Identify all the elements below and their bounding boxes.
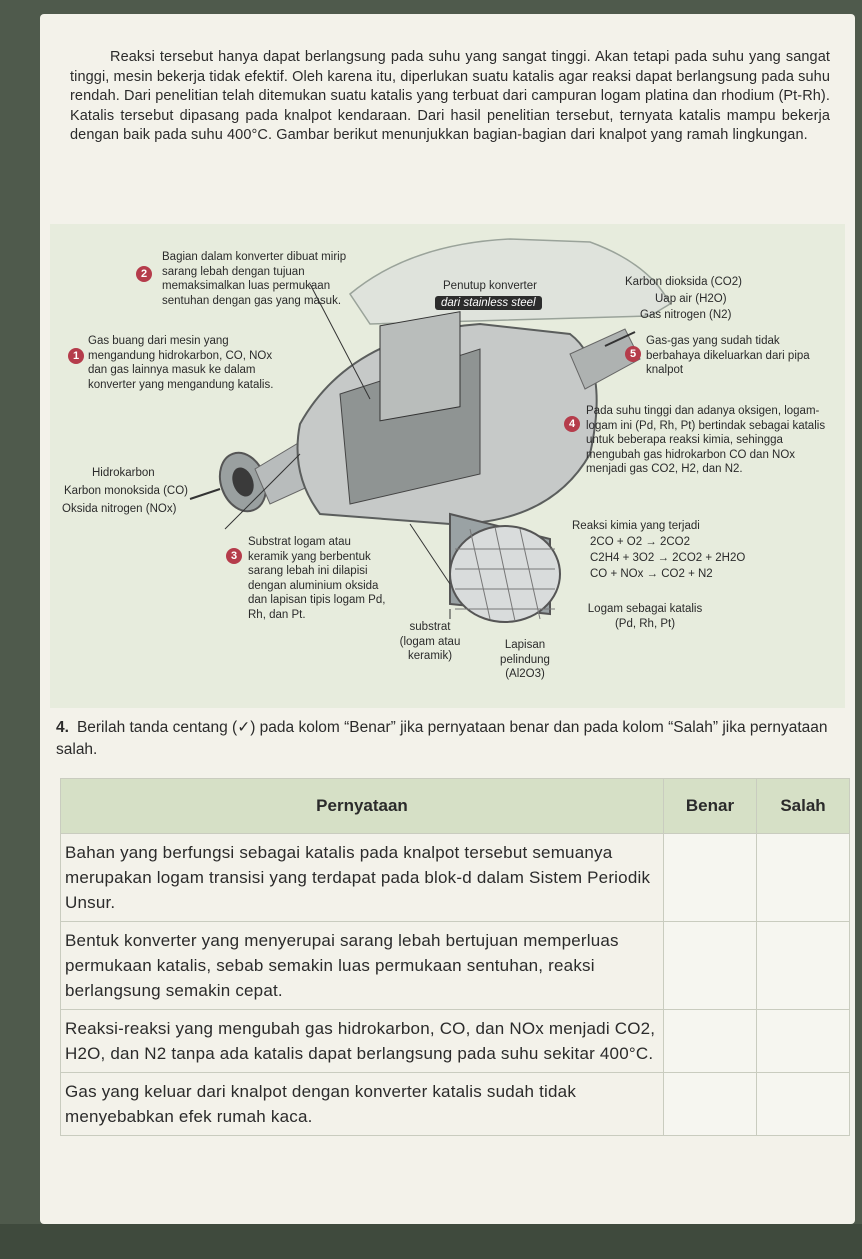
coating-block — [485, 638, 565, 682]
callout-badge-4: 4 — [564, 416, 580, 432]
cover-label: Penutup konverter — [443, 280, 537, 292]
statement-table — [60, 778, 850, 1136]
textbook-page — [40, 14, 855, 1224]
input-nox: Oksida nitrogen (NOx) — [62, 503, 177, 515]
question-number: 4. — [56, 719, 69, 736]
true-checkbox-4[interactable] — [664, 1073, 757, 1136]
callout-badge-1: 1 — [68, 348, 84, 364]
false-checkbox-3[interactable] — [757, 1010, 850, 1073]
question-text: Berilah tanda centang (✓) pada kolom “Benar” jika pernyataan benar dan pada kolom “Salah” jika pernyataan salah. — [56, 719, 828, 758]
reactions-block — [572, 518, 832, 582]
true-checkbox-1[interactable] — [664, 834, 757, 922]
table-row — [61, 1010, 850, 1073]
reaction-1: 2CO + O2 → 2CO2 — [590, 536, 691, 548]
honeycomb-core — [380, 312, 460, 421]
callout-text-4: Pada suhu tinggi dan adanya oksigen, logam-logam ini (Pd, Rh, Pt) bertindak sebagai katalis untuk beberapa reaksi kimia, sehingga mengubah gas hidrokarbon CO dan NOx menjadi gas CO2, H2, dan N2. — [586, 405, 826, 475]
leader-line-3 — [410, 524, 450, 584]
table-row — [61, 834, 850, 922]
header-false: Salah — [757, 779, 850, 834]
header-statement: Pernyataan — [61, 779, 664, 834]
true-checkbox-2[interactable] — [664, 922, 757, 1010]
intro-paragraph — [70, 48, 830, 146]
callout-badge-3: 3 — [226, 548, 242, 564]
statement-1: Bahan yang berfungsi sebagai katalis pada knalpot tersebut semuanya merupakan logam transisi yang terdapat pada blok-d dalam Sistem Periodik Unsur. — [61, 834, 664, 922]
substrate-label: substrat — [409, 621, 451, 633]
catalyst-label: Logam sebagai katalis — [587, 603, 703, 615]
false-checkbox-4[interactable] — [757, 1073, 850, 1136]
reactions-title: Reaksi kimia yang terjadi — [572, 520, 700, 532]
substrate-sub: (logam atau keramik) — [399, 635, 461, 662]
callout-badge-2: 2 — [136, 266, 152, 282]
table-row — [61, 922, 850, 1010]
false-checkbox-1[interactable] — [757, 834, 850, 922]
header-true: Benar — [664, 779, 757, 834]
statement-3: Reaksi-reaksi yang mengubah gas hidrokarbon, CO, dan NOx menjadi CO2, H2O, dan N2 tanpa ada katalis dapat berlangsung pada suhu sekitar 400°C. — [61, 1010, 664, 1073]
catalyst-block — [570, 602, 720, 631]
callout-text-2: Bagian dalam konverter dibuat mirip sarang lebah dengan tujuan memaksimalkan luas permukaan sentuhan dengan gas yang masuk. — [162, 251, 347, 307]
input-hydrocarbon: Hidrokarbon — [92, 467, 155, 479]
table-header-row — [61, 779, 850, 834]
table-row — [61, 1073, 850, 1136]
input-co: Karbon monoksida (CO) — [64, 485, 188, 497]
statement-2: Bentuk konverter yang menyerupai sarang lebah bertujuan memperluas permukaan katalis, sebab semakin luas permukaan sentuhan, reaksi berlangsung semakin cepat. — [61, 922, 664, 1010]
callout-text-5: Gas-gas yang sudah tidak berbahaya dikeluarkan dari pipa knalpot — [646, 335, 810, 376]
catalytic-converter-figure — [50, 224, 845, 708]
catalyst-metals: (Pd, Rh, Pt) — [614, 617, 676, 630]
output-n2: Gas nitrogen (N2) — [640, 309, 732, 321]
callout-text-3: Substrat logam atau keramik yang berbentuk sarang lebah ini dilapisi dengan aluminium oksida dan lapisan tipis logam Pd, Rh, dan Pt. — [248, 536, 386, 621]
substrate-block — [390, 620, 470, 664]
output-h2o: Uap air (H2O) — [655, 292, 727, 305]
outputs-list — [625, 274, 825, 324]
callout-text-1: Gas buang dari mesin yang mengandung hidrokarbon, CO, NOx dan gas lainnya masuk ke dalam konverter yang mengandung katalis. — [88, 335, 274, 391]
statement-4: Gas yang keluar dari knalpot dengan konverter katalis sudah tidak menyebabkan efek rumah kaca. — [61, 1073, 664, 1136]
reaction-2: C2H4 + 3O2 → 2CO2 + 2H2O — [590, 552, 746, 564]
false-checkbox-2[interactable] — [757, 922, 850, 1010]
background-surface — [0, 1224, 862, 1259]
coating-formula: (Al2O3) — [505, 668, 545, 680]
question-4 — [56, 717, 841, 761]
output-co2: Karbon dioksida (CO2) — [625, 276, 742, 288]
coating-label: Lapisan pelindung — [500, 639, 550, 666]
inputs-list — [62, 464, 252, 518]
reaction-3: CO + NOx → CO2 + N2 — [590, 568, 713, 580]
intro-text: Reaksi tersebut hanya dapat berlangsung pada suhu yang sangat tinggi. Akan tetapi pada suhu yang sangat tinggi, mesin bekerja tidak efektif. Oleh karena itu, diperlukan suatu katalis agar reaksi dapat berlangsung pada suhu rendah. Dari penelitian telah ditemukan suatu katalis yang terbuat dari campuran logam platina dan rhodium (Pt-Rh). Katalis tersebut dipasang pada knalpot kendaraan. Dari hasil penelitian tersebut, ternyata katalis mampu bekerja dengan baik pada suhu 400°C. Gambar berikut menunjukkan bagian-bagian dari knalpot yang ramah lingkungan. — [70, 49, 830, 144]
callout-badge-5: 5 — [625, 346, 641, 362]
cover-material-label: dari stainless steel — [435, 296, 542, 310]
true-checkbox-3[interactable] — [664, 1010, 757, 1073]
